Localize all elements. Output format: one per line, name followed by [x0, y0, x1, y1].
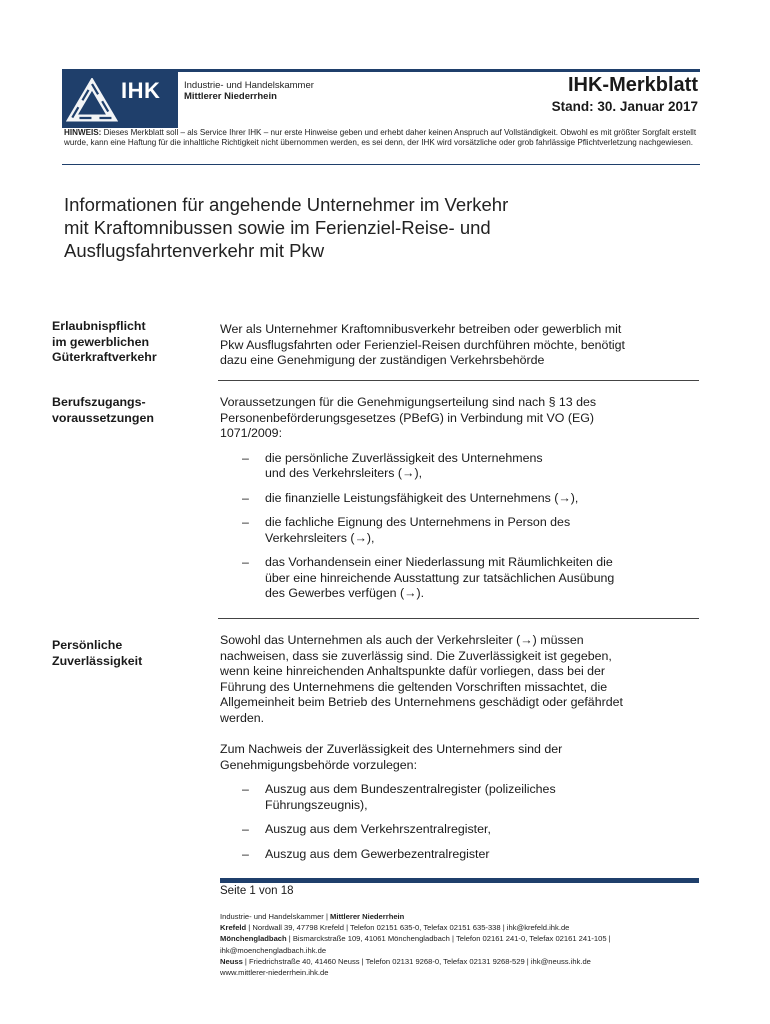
list-item-line: des Gewerbes verfügen (→). [265, 586, 425, 600]
body-line: Voraussetzungen für die Genehmigungserteilung sind nach § 13 des [220, 395, 597, 409]
body-line: wenn keine hinreichenden Anhaltspunkte dafür vorliegen, dass bei der [220, 664, 606, 678]
section-body-access [220, 395, 698, 611]
list-item-line: – Auszug aus dem Gewerbezentralregister [265, 846, 490, 861]
body-line: Pkw Ausflugsfahrten oder Ferienziel-Reisen durchführen möchte, benötigt [220, 337, 625, 352]
body-line: Personenbeförderungsgesetzes (PBefG) in Verbindung mit VO (EG) [220, 410, 594, 425]
title-line: Informationen für angehende Unternehmer im Verkehr [64, 194, 509, 215]
body-line: Führung des Unternehmens die geltenden Vorschriften missachtet, die [220, 679, 608, 694]
footer-line [220, 956, 699, 967]
chamber-name: Industrie- und Handelskammer [184, 80, 314, 91]
disclaimer-label: HINWEIS: [64, 128, 102, 137]
list-item [220, 491, 698, 507]
footer-text: | Nordwall 39, 47798 Krefeld | Telefon 02151 635-0, Telefax 02151 635-338 | ihk@krefeld.ihk.de [246, 923, 570, 933]
label-line: voraussetzungen [52, 410, 154, 425]
body-line: Sowohl das Unternehmen als auch der Verkehrsleiter (→) müssen [220, 633, 584, 647]
footer-city: Krefeld [220, 923, 247, 933]
footer-line [220, 922, 699, 933]
title-line: Ausflugsfahrtenverkehr mit Pkw [64, 240, 325, 261]
list-item-line: und des Verkehrsleiters (→), [265, 466, 423, 480]
label-line: Zuverlässigkeit [52, 653, 143, 668]
list-item-line: – die fachliche Eignung des Unternehmens in Person des [265, 515, 571, 529]
list-item-line: Verkehrsleiters (→), [265, 530, 375, 545]
section-body-permit [220, 322, 698, 369]
document-date: Stand: 30. Januar 2017 [551, 99, 698, 114]
disclaimer-text: Dieses Merkblatt soll – als Service Ihrer IHK – nur erste Hinweise geben und erhebt daher keinen Anspruch auf Vollständigkeit. Obwohl es mit größter Sorgfalt erstellt wurde, kann eine Haftung für die inhaltliche Richtigkeit nicht übernommen werden, es sei denn, der IHK wird vorsätzliche oder grob fahrlässige Pflichtverletzung nachgewiesen. [64, 128, 697, 148]
disclaimer-notice [64, 128, 698, 149]
footer-city: Mönchengladbach [220, 934, 287, 944]
body-line: dazu eine Genehmigung der zuständigen Verkehrsbehörde [220, 353, 545, 367]
footer-line[interactable]: ihk@moenchengladbach.ihk.de [220, 945, 327, 955]
body-line: Wer als Unternehmer Kraftomnibusverkehr betreiben oder gewerblich mit [220, 322, 622, 336]
chamber-region: Mittlerer Niederrhein [184, 91, 277, 102]
footer-text: Mittlerer Niederrhein [330, 912, 405, 921]
footer-city: Neuss [220, 956, 243, 966]
body-line: 1071/2009: [220, 426, 283, 440]
footer-line [220, 911, 699, 922]
section-label-permit [52, 319, 202, 366]
body-line: nachweisen, dass sie zuverlässig sind. Die Zuverlässigkeit ist gegeben, [220, 648, 612, 663]
label-line: Erlaubnispflicht [52, 319, 146, 333]
footer-line [220, 933, 699, 944]
body-line: Allgemeinheit beim Betrieb des Unternehmens geschädigt oder gefährdet [220, 695, 623, 709]
footer-text: | Friedrichstraße 40, 41460 Neuss | Telefon 02131 9268-0, Telefax 02131 9268-529 | ihk@neuss.ihk.de [242, 956, 591, 966]
section-divider [218, 618, 699, 619]
footer-website-link[interactable]: www.mittlerer-niederrhein.ihk.de [220, 968, 329, 978]
list-item-line: – Auszug aus dem Verkehrszentralregister, [265, 822, 491, 836]
label-line: Persönliche [52, 638, 123, 652]
title-line: mit Kraftomnibussen sowie im Ferienziel-Reise- und [64, 217, 491, 238]
section-label-access [52, 395, 202, 426]
list-item-line: – die finanzielle Leistungsfähigkeit des Unternehmens (→), [265, 490, 579, 505]
ihk-logo-mark-icon [66, 78, 118, 124]
list-item [220, 515, 698, 546]
section-label-reliability [52, 638, 202, 669]
body-line: Genehmigungsbehörde vorzulegen: [220, 757, 418, 772]
header-bottom-rule [62, 164, 700, 165]
section-divider [218, 380, 699, 381]
list-item [220, 451, 698, 482]
footer-rule [220, 878, 699, 883]
page-number: Seite 1 von 18 [220, 885, 294, 897]
footer-text: Industrie- und Handelskammer | [220, 912, 331, 921]
list-item [220, 782, 698, 813]
list-item-line: über eine hinreichende Ausstattung zur tatsächlichen Ausübung [265, 570, 615, 585]
footer-text: | Bismarckstraße 109, 41061 Mönchengladbach | Telefon 02161 241-0, Telefax 02161 241-105 | [286, 934, 611, 944]
page-title [64, 193, 664, 262]
documents-list [220, 782, 698, 862]
label-line: Berufszugangs- [52, 395, 146, 409]
list-item [220, 555, 698, 602]
body-line: Zum Nachweis der Zuverlässigkeit des Unternehmers sind der [220, 742, 563, 756]
list-item-line: Führungszeugnis), [265, 797, 368, 812]
list-item-line: – Auszug aus dem Bundeszentralregister (polizeiliches [265, 782, 556, 796]
requirements-list [220, 451, 698, 602]
list-item [220, 822, 698, 838]
ihk-logo-text: IHK [121, 78, 161, 103]
list-item-line: – das Vorhandensein einer Niederlassung mit Räumlichkeiten die [265, 555, 613, 569]
list-item-line: – die persönliche Zuverlässigkeit des Unternehmens [265, 450, 543, 465]
body-line: werden. [220, 710, 265, 725]
list-item [220, 847, 698, 863]
footer-contact [220, 911, 699, 978]
document-type: IHK-Merkblatt [567, 74, 698, 96]
label-line: im gewerblichen [52, 334, 150, 349]
section-body-reliability [220, 633, 698, 871]
label-line: Güterkraftverkehr [52, 350, 157, 364]
